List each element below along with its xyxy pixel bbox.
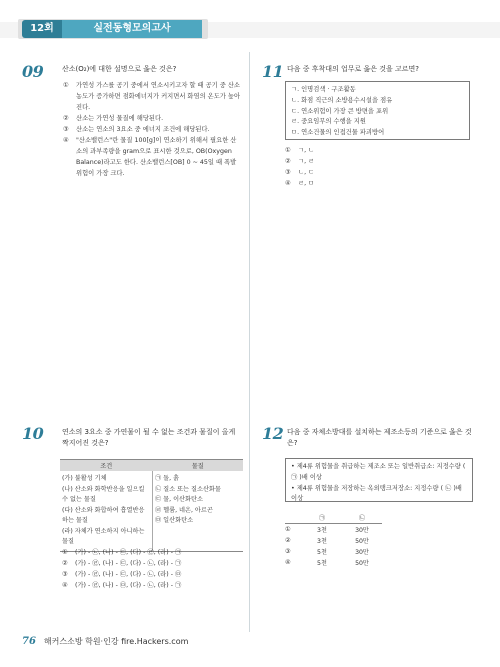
page-number: 76	[22, 636, 36, 647]
answer-row[interactable]: ④ 5천 50만	[285, 559, 369, 567]
option[interactable]: ② ㄱ, ㄹ	[285, 158, 315, 165]
option[interactable]: ④ "산소밸런스"란 물질 100[g]이 연소하기 위해서 필요한 산소의 과부족량을 gram으로 표시한 것으로, OB(Oxygen Balance)라고도 한다. 산소밸런스[OB] 0 ~ 45일 때 폭발위험이 가장 크다.	[63, 137, 237, 177]
question-text: 산소(O₂)에 대한 설명으로 옳은 것은?	[62, 65, 177, 73]
option[interactable]: ③ 산소는 연소의 3요소 중 에너지 조건에 해당된다.	[63, 126, 210, 133]
question-number: 10	[22, 424, 44, 443]
reference-box: • 제4류 위험물을 취급하는 제조소 또는 일반취급소: 지정수량 ( ㉠ )배 이상 • 제4류 위험물을 저장하는 옥외탱크저장소: 지정수량 ( ㉡ )배 이상	[285, 458, 473, 502]
table-header: ㉠	[302, 512, 342, 524]
question-number: 11	[262, 62, 284, 81]
reference-box: ㄱ. 인명검색 · 구조활동 ㄴ. 화점 직근의 소방용수시설을 점유 ㄷ. 연소위험이 가장 큰 방면을 포위 ㄹ. 중요임무의 수행을 지원 ㅁ. 연소건물의 인접건물 파괴방어	[285, 81, 470, 140]
option[interactable]: ③ ㄴ, ㄷ	[285, 169, 315, 176]
option[interactable]: ④ ㄹ, ㅁ	[285, 180, 315, 187]
materials-cell: ㉠ 돌, 흙 ㉡ 질소 또는 질소산화물 ㉢ 물, 이산화탄소 ㉣ 헬륨, 네온, 아르곤 ㉤ 일산화탄소	[153, 471, 244, 551]
exam-title: 실전동형모의고사	[62, 20, 202, 38]
column-divider	[249, 52, 250, 632]
options-list	[63, 80, 242, 179]
option[interactable]: ④ (가) - ㉣, (나) - ㉤, (다) - ㉡, (라) - ㉠	[62, 582, 182, 589]
answer-row[interactable]: ① 3천 30만	[285, 526, 369, 534]
answer-row[interactable]: ③ 5천 30만	[285, 548, 369, 556]
answer-table	[285, 512, 382, 568]
footer-text: 해커스소방 학원·인강 fire.Hackers.com	[43, 637, 189, 646]
option[interactable]: ③ (가) - ㉣, (나) - ㉢, (다) - ㉡, (라) - ㉤	[62, 571, 182, 578]
table-header: 조건	[60, 460, 153, 472]
option[interactable]: ② (가) - ㉣, (나) - ㉢, (다) - ㉡, (라) - ㉠	[62, 560, 182, 567]
answer-row[interactable]: ② 3천 50만	[285, 537, 369, 545]
question-number: 09	[22, 62, 44, 81]
table-header: ㉡	[342, 512, 382, 524]
option[interactable]: ① ㄱ, ㄴ	[285, 147, 315, 154]
conditions-cell: (가) 불활성 기체 (나) 산소와 화학반응을 일으킬 수 없는 물질 (다) 산소와 화합하여 흡열반응하는 물질 (라) 자체가 연소하지 아니하는 물질	[60, 471, 153, 551]
option[interactable]: ② 산소는 가연성 물질에 해당된다.	[63, 115, 164, 122]
question-text: 연소의 3요소 중 가연물이 될 수 없는 조건과 물질이 올게 짝지어진 것은?	[62, 428, 236, 447]
condition-material-table	[60, 459, 243, 552]
question-number: 12	[262, 424, 284, 443]
exam-round-badge: 12회	[22, 20, 62, 38]
question-text: 다음 중 후착대의 업무로 옳은 것을 고르면?	[287, 65, 420, 73]
page-footer	[22, 636, 188, 647]
options-list	[62, 547, 242, 591]
option[interactable]: ① 가연성 가스를 공기 중에서 연소시키고자 할 때 공기 중 산소농도가 증가하면 점화에너지가 커지면서 화염의 온도가 높아진다.	[63, 82, 241, 111]
option[interactable]: ① (가) - ㉡, (나) - ㉢, (다) - ㉣, (라) - ㉠	[62, 549, 182, 556]
table-header: 물질	[153, 460, 244, 472]
question-text: 다음 중 자체소방대를 설치하는 제조소등의 기준으로 옳은 것은?	[287, 428, 472, 447]
options-list	[285, 145, 385, 189]
